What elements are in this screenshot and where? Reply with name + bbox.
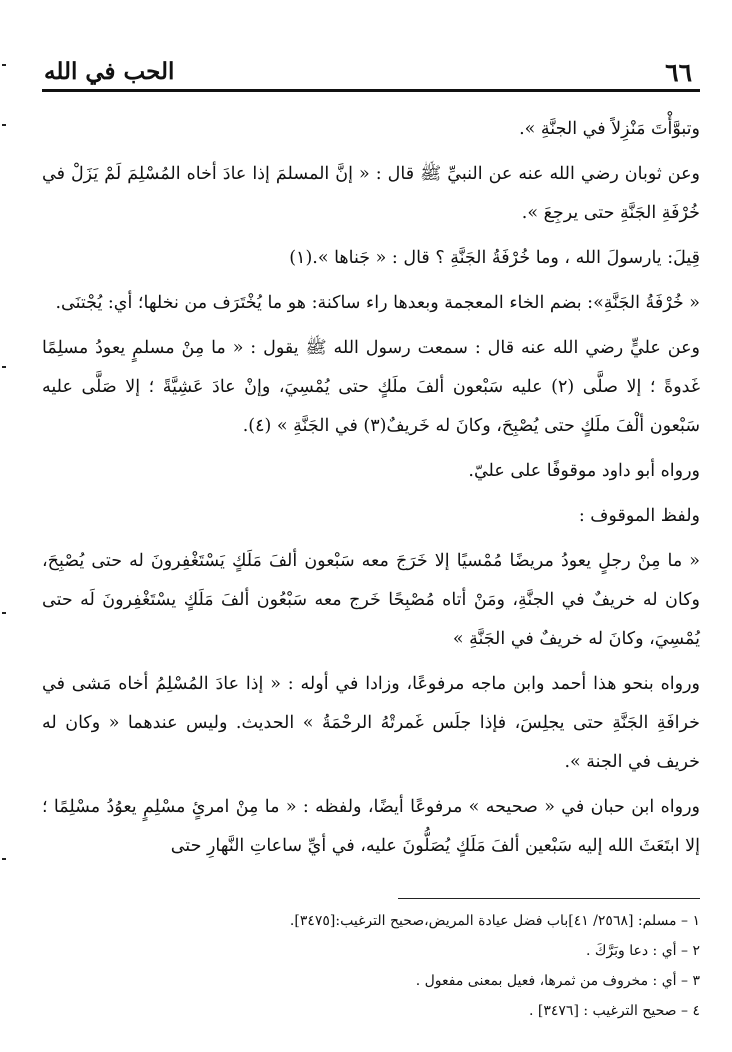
- scan-edge-mark: [2, 124, 6, 126]
- page-header: [42, 56, 700, 92]
- paragraph: « ما مِنْ رجلٍ يعودُ مريضًا مُمْسيًا إلا خَرَجَ معه سَبْعون ألفَ مَلَكٍ يَسْتَغْفِرونَ له حتى يُصْبِحَ، وكان له خريفٌ في الجنَّةِ، ومَنْ أتاه مُصْبِحًا خَرج معه سَبْعُون ألفَ مَلَكٍ يسْتَغْفِرونَ لَه حتى يُمْسِيَ، وكانَ له خريفٌ في الجَنَّةِ »: [42, 551, 700, 649]
- body-text: [42, 110, 700, 872]
- header-rule: [42, 89, 700, 92]
- scan-edge-mark: [2, 366, 6, 368]
- scan-edge-mark: [2, 612, 6, 614]
- footnotes: [42, 906, 700, 1026]
- paragraph: وعن عليٍّ رضي الله عنه قال : سمعت رسول الله ﷺ يقول : « ما مِنْ مسلمٍ يعودُ مسلِمًا غَدوةً ؛ إلا صلَّى (٢) عليه سَبْعون ألفَ ملَكٍ حتى يُمْسِيَ، وإنْ عادَ عَشِيَّةً ؛ إلا صَلَّى عليه سَبْعون ألْفَ ملَكٍ حتى يُصْبِحَ، وكانَ له خَريفٌ(٣) في الجَنَّةِ » (٤).: [42, 338, 700, 436]
- paragraph: وعن ثوبان رضي الله عنه عن النبيِّ ﷺ قال : « إنَّ المسلمَ إذا عادَ أخاه المُسْلِمَ لَمْ يَزَلْ في خُرْفَةِ الجَنَّةِ حتى يرجِعَ ».: [42, 164, 700, 223]
- scan-edge-mark: [2, 64, 6, 66]
- paragraph: قِيلَ: يارسولَ الله ، وما خُرْفَةُ الجَنَّةِ ؟ قال : « جَناها ».(١): [289, 248, 700, 268]
- footnote: ٣ – أي : مخروف من ثمرها، فعيل بمعنى مفعول .: [415, 973, 700, 989]
- paragraph: ورواه أبو داود موقوفًا على عليّ.: [468, 461, 700, 481]
- footnote: ٢ – أي : دعا وبَرَّكَ .: [585, 943, 700, 959]
- footnote-rule: [398, 898, 700, 899]
- running-title: الحب في الله: [44, 58, 175, 85]
- page-number: ٦٦: [665, 58, 692, 87]
- paragraph: ورواه ابن حبان في « صحيحه » مرفوعًا أيضًا، ولفظه : « ما مِنْ امرئٍ مسْلِمٍ يعوُدُ مسْلِمًا ؛ إلا ابتَعَثَ الله إليه سَبْعين ألفَ مَلَكٍ يُصَلُّونَ عليه، في أيِّ ساعاتِ النَّهارِ حتى: [42, 797, 700, 856]
- paragraph: « خُرْفَةُ الجَنَّةِ»: بضم الخاء المعجمة وبعدها راء ساكنة: هو ما يُخْتَرَف من نخلها؛ أي: يُجْتنَى.: [55, 293, 700, 313]
- paragraph: ولفظ الموقوف :: [578, 506, 700, 526]
- scan-edge-mark: [2, 858, 6, 860]
- footnote: ٤ – صحيح الترغيب : [٣٤٧٦] .: [529, 1003, 700, 1019]
- paragraph: وتبوَّأْتَ مَنْزِلاً في الجنَّةِ ».: [519, 119, 700, 139]
- paragraph: ورواه بنحو هذا أحمد وابن ماجه مرفوعًا، وزادا في أوله : « إذا عادَ المُسْلِمُ أخاه مَشى في خرافَةِ الجَنَّةِ حتى يجلِسَ، فإذا جلَس غَمرتْهُ الرحْمَةُ » الحديث. وليس عندهما « وكان له خريف في الجنة ».: [42, 674, 700, 772]
- footnote: ١ – مسلم: [٢٥٦٨/ ٤١]باب فضل عيادة المريض،صحيح الترغيب:[٣٤٧٥].: [289, 913, 700, 929]
